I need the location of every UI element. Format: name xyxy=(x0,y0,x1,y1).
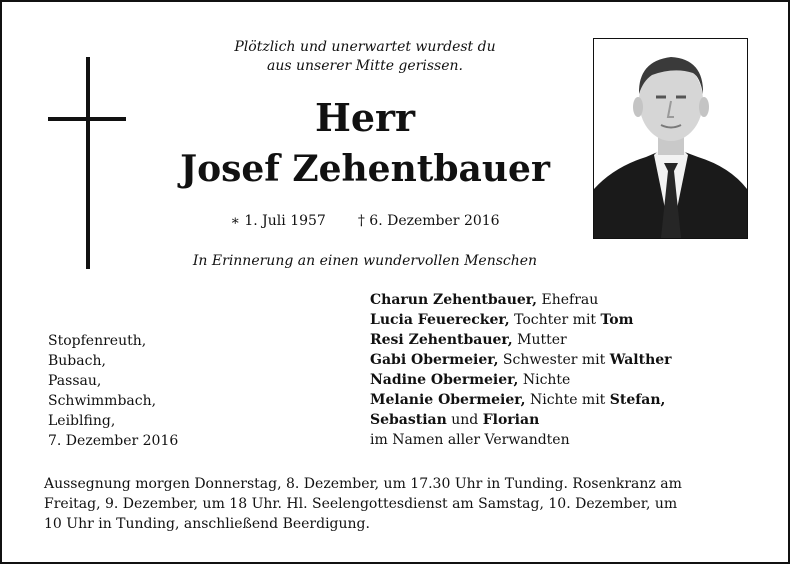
mourner-relation: Mutter xyxy=(512,332,567,348)
death-date: † 6. Dezember 2016 xyxy=(357,213,500,229)
funeral-line-3: 10 Uhr in Tunding, anschließend Beerdigung. xyxy=(44,516,370,532)
mourner-relation: im Namen aller Verwandten xyxy=(370,432,570,448)
mourner-name: Florian xyxy=(482,412,540,428)
place-line: Leiblfing, xyxy=(48,413,116,429)
place-line: Schwimmbach, xyxy=(48,393,157,409)
mourner-name: Resi Zehentbauer, xyxy=(370,332,513,348)
portrait-photo xyxy=(593,38,748,239)
mourner-relation: Tochter mit xyxy=(509,312,601,328)
deceased-name: Josef Zehentbauer xyxy=(180,148,550,190)
mourner-line xyxy=(370,350,672,370)
mourner-relation: und xyxy=(446,412,483,428)
memory-line: In Erinnerung an einen wundervollen Menschen xyxy=(192,253,538,269)
mourners-list xyxy=(370,290,672,450)
mourner-line xyxy=(370,390,672,410)
mourner-line xyxy=(370,330,672,350)
life-dates xyxy=(160,212,570,230)
mourner-name: Nadine Obermeier, xyxy=(370,372,519,388)
mourner-line xyxy=(370,370,672,390)
places-list xyxy=(48,331,178,451)
intro-line-2: aus unserer Mitte gerissen. xyxy=(267,58,463,74)
place-line: 7. Dezember 2016 xyxy=(48,433,179,449)
birth-date: ∗ 1. Juli 1957 xyxy=(230,213,326,229)
mourner-name: Tom xyxy=(600,312,634,328)
mourner-name: Lucia Feuerecker, xyxy=(370,312,510,328)
mourner-line xyxy=(370,430,672,450)
mourner-relation: Ehefrau xyxy=(537,292,599,308)
mourner-relation: Nichte xyxy=(518,372,571,388)
cross-horizontal-bar xyxy=(48,117,126,121)
cross-vertical-bar xyxy=(86,57,90,269)
mourner-line xyxy=(370,310,672,330)
place-line: Stopfenreuth, xyxy=(48,333,147,349)
mourner-line xyxy=(370,290,672,310)
intro-line-1: Plötzlich und unerwartet wurdest du xyxy=(234,39,496,55)
funeral-line-2: Freitag, 9. Dezember, um 18 Uhr. Hl. Seelengottesdienst am Samstag, 10. Dezember, um xyxy=(44,496,678,512)
intro-text xyxy=(160,38,570,76)
honorific: Herr xyxy=(314,95,416,140)
funeral-line-1: Aussegnung morgen Donnerstag, 8. Dezember, um 17.30 Uhr in Tunding. Rosenkranz am xyxy=(44,476,682,492)
mourner-name: Charun Zehentbauer, xyxy=(370,292,538,308)
mourner-relation: Nichte mit xyxy=(525,392,610,408)
mourner-relation: Schwester mit xyxy=(498,352,610,368)
mourner-name: Gabi Obermeier, xyxy=(370,352,499,368)
funeral-details xyxy=(44,474,754,534)
place-line: Bubach, xyxy=(48,353,106,369)
mourner-name: Stefan, xyxy=(609,392,666,408)
mourner-name: Sebastian xyxy=(370,412,447,428)
portrait-photo-drawing xyxy=(594,39,747,238)
mourner-name: Walther xyxy=(609,352,672,368)
mourner-name: Melanie Obermeier, xyxy=(370,392,526,408)
place-line: Passau, xyxy=(48,373,102,389)
mourner-line xyxy=(370,410,672,430)
